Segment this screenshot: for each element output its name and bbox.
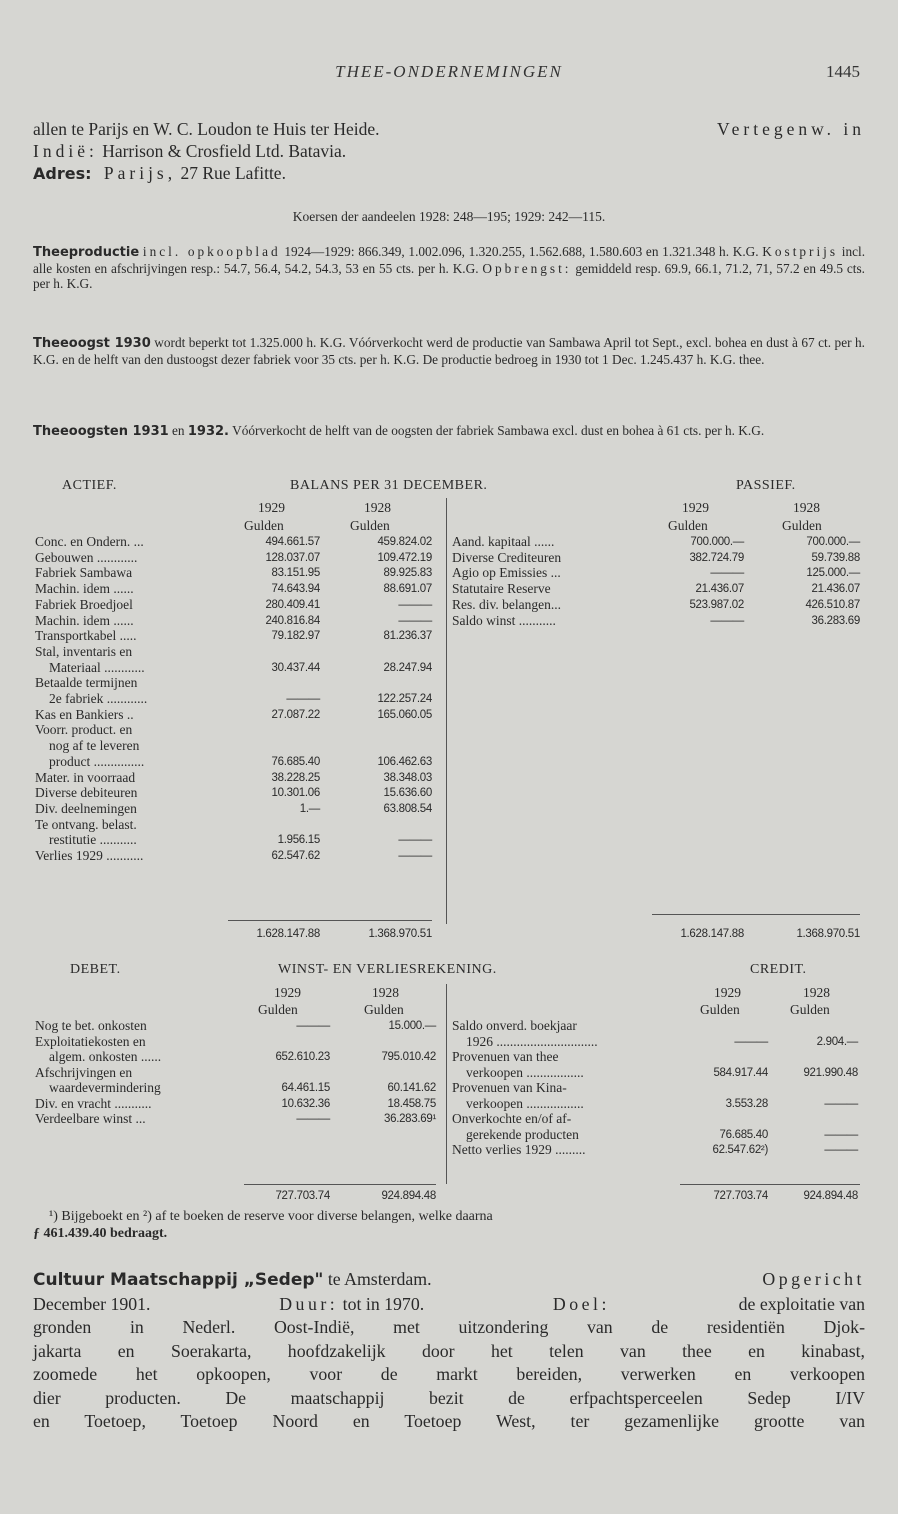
balans-left-total-1929: 1.628.147.88 <box>256 928 320 940</box>
balans-passief-row-0-1928: 700.000.— <box>806 536 860 548</box>
balans-right-unit-1: Gulden <box>668 518 708 533</box>
balans-actief-row-2-1928: 89.925.83 <box>383 567 432 580</box>
balans-passief-row-1-label: Diverse Crediteuren <box>452 549 562 565</box>
balans-actief-row-10-label: nog af te leveren <box>49 738 140 754</box>
winst-credit-row-0-1928: 2.904.— <box>816 1035 858 1048</box>
balans-actief-row-2-label: Fabriek Sambawa <box>35 565 133 581</box>
balans-actief-row-11-1929: 38.228.25 <box>271 771 320 784</box>
balans-actief-row-15-label: Verlies 1929 ........... <box>35 848 144 863</box>
balans-actief-row-5-label: Machin. idem ...... <box>35 612 134 628</box>
balans-actief-row-6-1929: 79.182.97 <box>271 630 320 643</box>
balans-actief-row-13-label: Div. deelnemingen <box>35 800 137 816</box>
balans-passief-row-0-label: Aand. kapitaal ...... <box>452 534 555 549</box>
balans-right-total-1928: 1.368.970.51 <box>796 928 860 940</box>
theeoogsten-heading: Theeoogsten 1931 <box>33 424 169 439</box>
winst-debet-row-2-1929: 64.461.15 <box>281 1082 330 1094</box>
winst-left-unit-1: Gulden <box>258 1002 298 1017</box>
balans-left-unit-1: Gulden <box>244 518 284 533</box>
balans-actief-row-10-label: Voorr. product. en <box>35 722 133 738</box>
winst-footnote: ¹) Bijgeboekt en ²) af te boeken de reserve voor diverse belangen, welke daarna ƒ 461.439.40 bedraagt. <box>33 1209 493 1241</box>
balans-actief-row-0-1929: 494.661.57 <box>265 536 320 548</box>
winst-left-year-1929: 1929 <box>274 985 301 1000</box>
winst-credit-row-4-label: Netto verlies 1929 ......... <box>452 1142 586 1157</box>
winst-debet-row-4-1929: ——— <box>296 1113 330 1125</box>
balans-right-total-rule <box>652 914 860 915</box>
intro-line-1a: allen te Parijs en W. C. Loudon te Huis ter Heide. <box>33 119 380 139</box>
balans-actief-row-6-1928: 81.236.37 <box>383 630 432 643</box>
winst-credit-row-3-label: gerekende producten <box>466 1126 579 1142</box>
balans-actief-row-9-label: Kas en Bankiers .. <box>35 706 134 722</box>
passief-label: PASSIEF. <box>736 478 796 493</box>
balans-actief-row-8-1928: 122.257.24 <box>377 693 432 705</box>
balans-left-year-1928: 1928 <box>364 500 391 515</box>
balans-passief-row-4-1929: 523.987.02 <box>689 598 744 611</box>
theeproductie-heading: Theeproductie <box>33 245 140 260</box>
balans-actief-row-13-1929: 1.— <box>299 802 320 815</box>
balans-actief-row-12-1928: 15.636.60 <box>383 787 432 800</box>
balans-actief-row-4-1928: ——— <box>398 598 432 611</box>
balans-actief-row-10-1929: 76.685.40 <box>271 755 320 768</box>
winst-divider <box>446 984 447 1184</box>
balans-actief-row-3-1928: 88.691.07 <box>383 583 432 596</box>
balans-actief-row-2-1929: 83.151.95 <box>271 567 320 580</box>
winst-debet-row-1-label: Exploitatiekosten en <box>35 1033 146 1049</box>
winst-right-year-1928: 1928 <box>803 985 830 1000</box>
intro-paragraph <box>33 118 865 185</box>
balans-actief-row-14-label: Te ontvang. belast. <box>35 816 137 832</box>
balans-passief-row-3-label: Statutaire Reserve <box>452 581 551 597</box>
winst-right-total-1928: 924.894.48 <box>803 1190 858 1202</box>
winst-credit-row-3-label: Onverkochte en/of af- <box>452 1111 572 1126</box>
balans-actief-row-9-1928: 165.060.05 <box>377 708 432 721</box>
balans-actief-row-15-1928: ——— <box>398 850 432 862</box>
balans-actief-row-8-label: 2e fabriek ............ <box>49 691 148 706</box>
balans-actief-row-15-1929: 62.547.62 <box>271 850 320 862</box>
winst-debet-row-3-1928: 18.458.75 <box>387 1097 436 1110</box>
balans-actief-row-7-1929: 30.437.44 <box>271 661 320 674</box>
balans-actief-row-8-1929: ——— <box>286 693 320 705</box>
balans-actief-row-7-label: Materiaal ............ <box>49 659 145 675</box>
balans-passief-row-1-1929: 382.724.79 <box>689 551 744 564</box>
winst-left-total-rule <box>244 1184 436 1185</box>
balans-actief-row-11-1928: 38.348.03 <box>383 771 432 784</box>
winst-credit-row-2-1928: ——— <box>824 1097 858 1110</box>
balans-right-total-1929: 1.628.147.88 <box>680 928 744 940</box>
winst-credit-row-3-1928: ——— <box>824 1128 858 1141</box>
balans-passief-row-2-1929: ——— <box>710 567 744 580</box>
balans-left-year-1929: 1929 <box>258 500 285 515</box>
balans-right-year-1928: 1928 <box>793 500 820 515</box>
balans-right-year-1929: 1929 <box>682 500 709 515</box>
winst-right-unit-2: Gulden <box>790 1002 830 1017</box>
adres-street: 27 Rue Lafitte. <box>180 163 286 183</box>
balans-actief-row-0-1928: 459.824.02 <box>377 536 432 548</box>
winst-credit-row-0-1929: ——— <box>734 1035 768 1048</box>
winst-right-total-rule <box>680 1184 860 1185</box>
balans-actief-row-1-1928: 109.472.19 <box>377 551 432 564</box>
winst-debet-row-2-label: Afschrijvingen en <box>35 1064 133 1080</box>
winst-credit-row-2-label: Provenuen van Kina- <box>452 1080 567 1095</box>
winst-credit-row-4-1928: ——— <box>824 1144 858 1156</box>
winst-credit-row-2-label: verkoopen ................. <box>466 1095 584 1111</box>
balans-actief-row-1-label: Gebouwen ............ <box>35 549 138 565</box>
balans-actief-row-4-1929: 280.409.41 <box>265 598 320 611</box>
theeoogst-1930-heading: Theeoogst 1930 <box>33 336 151 351</box>
balans-left-total-rule <box>228 920 432 921</box>
winst-right-total-1929: 727.703.74 <box>713 1190 768 1202</box>
balans-divider <box>446 498 447 924</box>
winst-credit-row-1-1928: 921.990.48 <box>803 1066 858 1079</box>
intro-line-2b: Harrison & Crosfield Ltd. Batavia. <box>102 141 347 161</box>
adres-city: Parijs, <box>103 163 177 183</box>
balans-actief-row-12-1929: 10.301.06 <box>271 787 320 800</box>
theeoogsten-1931-paragraph: Theeoogsten 1931 en 1932. Vóórverkocht de helft van de oogsten der fabriek Sambawa excl. dust en bohea à 61 cts. per h. K.G. <box>33 423 765 439</box>
credit-label: CREDIT. <box>750 962 807 977</box>
winst-right-year-1929: 1929 <box>714 985 741 1000</box>
winst-left-total-1928: 924.894.48 <box>381 1190 436 1202</box>
winst-credit-row-0-label: 1926 .............................. <box>466 1033 598 1049</box>
balans-actief-row-1-1929: 128.037.07 <box>265 551 320 564</box>
winst-credit-row-0-label: Saldo onverd. boekjaar <box>452 1018 577 1033</box>
balans-actief-row-11-label: Mater. in voorraad <box>35 769 136 785</box>
balans-passief-row-2-1928: 125.000.— <box>806 567 860 580</box>
balans-title: BALANS PER 31 DECEMBER. <box>290 478 488 493</box>
balans-passief-row-2-label: Agio op Emissies ... <box>452 565 561 581</box>
balans-actief-row-7-1928: 28.247.94 <box>383 661 432 674</box>
balans-actief-row-5-1928: ——— <box>398 614 432 627</box>
balans-actief-row-10-1928: 106.462.63 <box>377 755 432 768</box>
winst-credit-row-1-label: verkoopen ................. <box>466 1064 584 1080</box>
winst-debet-row-0-1929: ——— <box>296 1020 330 1032</box>
balans-actief-row-4-label: Fabriek Broedjoel <box>35 596 133 612</box>
balans-passief-row-3-1929: 21.436.07 <box>695 583 744 596</box>
actief-label: ACTIEF. <box>62 478 117 493</box>
balans-actief-row-10-label: product ............... <box>49 753 145 769</box>
sedep-company-name: Cultuur Maatschappij „Sedep" <box>33 1270 324 1290</box>
winst-debet-row-4-label: Verdeelbare winst ... <box>35 1111 146 1126</box>
winst-debet-row-1-1928: 795.010.42 <box>381 1051 436 1063</box>
winst-right-unit-1: Gulden <box>700 1002 740 1017</box>
winst-debet-row-0-label: Nog te bet. onkosten <box>35 1018 147 1033</box>
winst-debet-row-3-label: Div. en vracht ........... <box>35 1095 152 1111</box>
balans-actief-row-14-1929: 1.956.15 <box>277 834 320 847</box>
winst-left-total-1929: 727.703.74 <box>275 1190 330 1202</box>
adres-label: Adres: <box>33 164 92 183</box>
intro-line-2a: Indië: <box>33 141 98 161</box>
winst-credit-row-1-1929: 584.917.44 <box>713 1066 768 1079</box>
koersen-line: Koersen der aandeelen 1928: 248—195; 1929: 242—115. <box>292 209 606 224</box>
winst-credit-row-2-1929: 3.553.28 <box>725 1097 768 1110</box>
page-number: 1445 <box>826 62 860 81</box>
balans-actief-row-7-label: Stal, inventaris en <box>35 643 133 659</box>
balans-passief-row-5-1929: ——— <box>710 614 744 627</box>
balans-passief-row-3-1928: 21.436.07 <box>811 583 860 596</box>
balans-actief-row-0-label: Conc. en Ondern. ... <box>35 534 144 549</box>
winst-title: WINST- EN VERLIESREKENING. <box>278 962 497 977</box>
winst-debet-row-2-1928: 60.141.62 <box>387 1082 436 1094</box>
intro-line-1b: Vertegenw. in <box>716 119 865 139</box>
balans-actief-row-6-label: Transportkabel ..... <box>35 628 137 644</box>
winst-left-unit-2: Gulden <box>364 1002 404 1017</box>
balans-right-unit-2: Gulden <box>782 518 822 533</box>
balans-actief-row-14-1928: ——— <box>398 834 432 847</box>
sedep-paragraph: Cultuur Maatschappij „Sedep" te Amsterdam. Opgericht December 1901. Duur: tot in 1970. Doel: de exploitatie van gronden in Nederl. Oost-Indië, met uitzondering van de residentiën Djok- jakarta en Soerakarta, hoofdzakelijk door het telen van thee en kinabast, zoomede het opkoopen, voor de markt bereiden, verwerken en verkoopen dier producten. De maatschappij bezit de erfpachtsperceelen Sedep I/IV en Toetoep, Toetoep Noord en Toetoep West, ter gezamenlijke grootte van <box>33 1269 865 1431</box>
balans-actief-row-14-label: restitutie ........... <box>49 832 137 848</box>
balans-left-total-1928: 1.368.970.51 <box>368 928 432 940</box>
winst-debet-row-4-1928: 36.283.69¹ <box>384 1113 436 1125</box>
balans-passief-row-1-1928: 59.739.88 <box>811 551 860 564</box>
balans-actief-row-5-1929: 240.816.84 <box>265 614 320 627</box>
balans-actief-row-9-1929: 27.087.22 <box>271 708 320 721</box>
theeproductie-paragraph: Theeproductie incl. opkoopblad 1924—1929: 866.349, 1.002.096, 1.320.255, 1.562.688, 1.580.603 en 1.321.348 h. K.G. Kostprijs incl. alle kosten en afschrijvingen resp.: 54.7, 56.4, 54.2, 54.3, 53 en 55 cts. per h. K.G. Opbrengst: gemiddeld resp. 69.9, 66.1, 71.2, 71, 57.2 en 49.5 cts. per h. K.G. <box>33 244 866 291</box>
winst-debet-row-1-label: algem. onkosten ...... <box>49 1049 162 1064</box>
balans-actief-row-12-label: Diverse debiteuren <box>35 785 138 801</box>
winst-debet-row-2-label: waardevermindering <box>49 1080 161 1095</box>
winst-debet-row-0-1928: 15.000.— <box>388 1020 436 1032</box>
balans-actief-row-13-1928: 63.808.54 <box>383 802 432 815</box>
running-header-title: THEE-ONDERNEMINGEN <box>335 62 563 81</box>
balans-actief-row-8-label: Betaalde termijnen <box>35 675 138 691</box>
winst-credit-row-3-1929: 76.685.40 <box>719 1128 768 1141</box>
winst-debet-row-3-1929: 10.632.36 <box>281 1097 330 1110</box>
balans-left-unit-2: Gulden <box>350 518 390 533</box>
balans-passief-row-0-1929: 700.000.— <box>690 536 744 548</box>
balans-passief-row-5-label: Saldo winst ........... <box>452 612 556 628</box>
balans-passief-row-4-label: Res. div. belangen... <box>452 596 561 612</box>
debet-label: DEBET. <box>70 962 121 977</box>
theeoogst-1930-paragraph: Theeoogst 1930 wordt beperkt tot 1.325.000 h. K.G. Vóórverkocht werd de productie van Sambawa April tot Sept., excl. bohea en dust à 67 ct. per h. K.G. en de helft van den dustoogst dezer fabriek voor 35 cts. per h. K.G. De productie bedroeg in 1930 tot 1 Dec. 1.245.437 h. K.G. thee. <box>33 335 865 367</box>
winst-left-year-1928: 1928 <box>372 985 399 1000</box>
balans-passief-row-5-1928: 36.283.69 <box>811 614 860 627</box>
balans-actief-row-3-label: Machin. idem ...... <box>35 581 134 597</box>
balans-actief-row-3-1929: 74.643.94 <box>271 583 320 596</box>
winst-credit-row-4-1929: 62.547.62²) <box>712 1144 768 1156</box>
balans-passief-row-4-1928: 426.510.87 <box>805 598 860 611</box>
winst-credit-row-1-label: Provenuen van thee <box>452 1049 559 1064</box>
winst-debet-row-1-1929: 652.610.23 <box>275 1051 330 1063</box>
